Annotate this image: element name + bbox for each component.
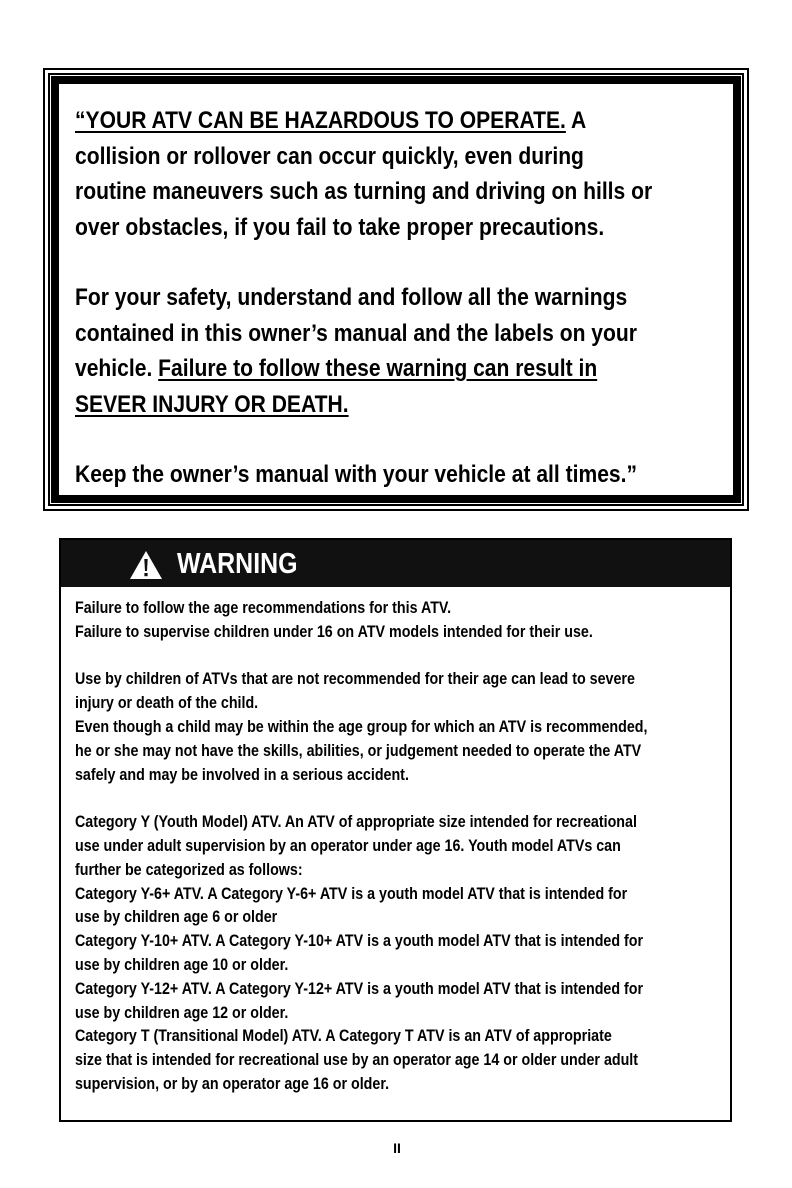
notice-line: collision or rollover can occur quickly, even during [75,142,584,170]
notice-failure-warning: Failure to follow these warning can result in [158,355,598,382]
warning-title: WARNING [177,548,298,580]
notice-line: “YOUR ATV CAN BE HAZARDOUS TO OPERATE. A [75,107,587,134]
notice-line: routine maneuvers such as turning and driving on hills or [75,178,653,205]
warning-line: Failure to follow the age recommendations for this ATV. [75,598,452,617]
notice-hazard-heading: “YOUR ATV CAN BE HAZARDOUS TO OPERATE. [75,107,566,134]
warning-line: Even though a child may be within the age group for which an ATV is recommended, [75,716,648,736]
notice-line [75,387,625,423]
warning-line: use under adult supervision by an operator under age 16. Youth model ATVs can [75,835,621,855]
warning-line: Category Y-10+ ATV. A Category Y-10+ ATV is a youth model ATV that is intended for [75,931,644,951]
notice-line: over obstacles, if you fail to take proper precautions. [75,213,605,241]
warning-line: further be categorized as follows: [75,859,303,879]
warning-line: use by children age 6 or older [75,907,278,927]
notice-line: contained in this owner’s manual and the labels on your [75,319,637,347]
warning-line: supervision, or by an operator age 16 or older. [75,1073,390,1093]
warning-line: injury or death of the child. [75,693,259,713]
warning-line: use by children age 10 or older. [75,954,289,974]
page-number: II [393,1140,401,1156]
warning-line: Failure to supervise children under 16 on ATV models intended for their use. [75,621,593,641]
warning-line: Use by children of ATVs that are not recommended for their age can lead to severe [75,669,635,689]
warning-line: Category Y-12+ ATV. A Category Y-12+ ATV is a youth model ATV that is intended for [75,978,644,998]
warning-line: size that is intended for recreational use by an operator age 14 or older under adult [75,1050,639,1070]
warning-box [59,538,732,1122]
warning-line [75,786,729,810]
notice-injury-warning: SEVER INJURY OR DEATH. [75,390,349,418]
hazard-notice-text [75,103,653,493]
warning-line: use by children age 12 or older. [75,1002,289,1022]
warning-line: Category Y (Youth Model) ATV. An ATV of appropriate size intended for recreational [75,812,637,832]
warning-header [61,540,730,587]
warning-line: Category T (Transitional Model) ATV. A Category T ATV is an ATV of appropriate [75,1026,612,1046]
warning-line: he or she may not have the skills, abilities, or judgement needed to operate the ATV [75,740,642,760]
warning-line: safely and may be involved in a serious accident. [75,764,409,784]
warning-body [75,596,729,1096]
notice-line: For your safety, understand and follow all the warnings [75,284,628,311]
notice-line: vehicle. Failure to follow these warning can result in [75,355,598,382]
warning-line [75,644,729,668]
warning-triangle-icon [129,550,163,580]
warning-line: Category Y-6+ ATV. A Category Y-6+ ATV is a youth model ATV that is intended for [75,883,628,903]
notice-line: Keep the owner’s manual with your vehicle at all times.” [75,461,638,488]
